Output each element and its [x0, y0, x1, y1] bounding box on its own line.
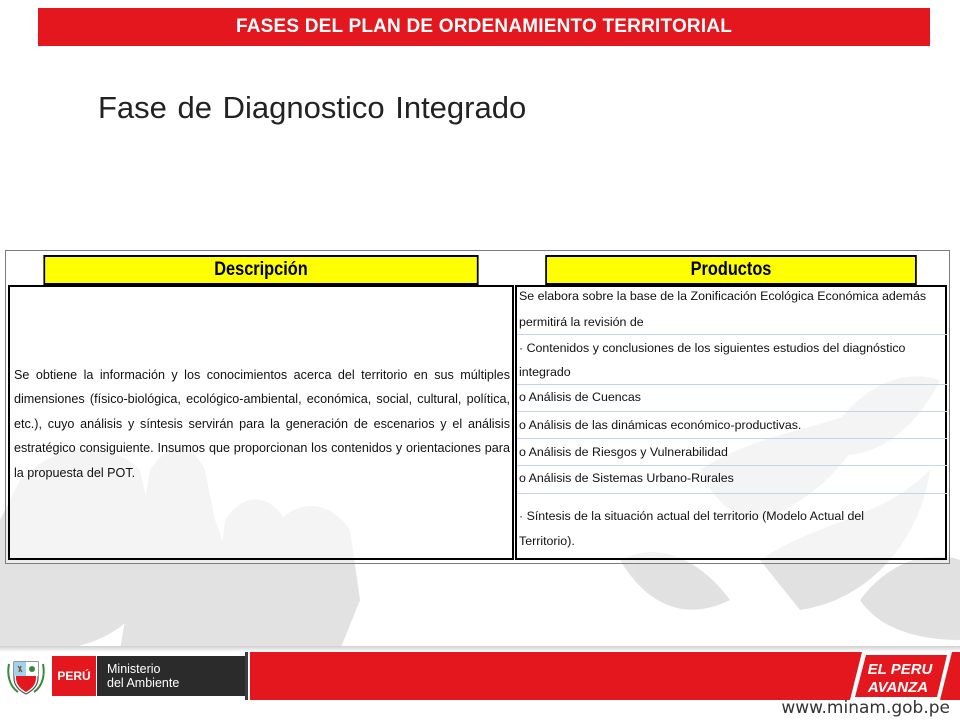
row-divider	[517, 334, 947, 335]
description-cell	[8, 285, 514, 560]
ministry-name-line2: del Ambiente	[107, 676, 180, 690]
column-header-products	[545, 255, 917, 285]
product-line: o Análisis de las dinámicas económico-productivas.	[519, 418, 802, 432]
website-url: www.minam.gob.pe	[781, 698, 950, 718]
product-line: o Análisis de Riesgos y Vulnerabilidad	[519, 445, 728, 459]
product-line: integrado	[519, 365, 571, 379]
section-header-banner	[38, 8, 930, 46]
product-line: Territorio).	[519, 534, 575, 548]
product-line: permitirá la revisión de	[519, 315, 644, 329]
row-divider	[517, 465, 947, 466]
product-line: o Análisis de Sistemas Urbano-Rurales	[519, 471, 734, 485]
peru-brand-label	[52, 656, 96, 696]
row-divider	[517, 438, 947, 439]
product-line: · Contenidos y conclusiones de los siguientes estudios del diagnóstico	[519, 341, 906, 355]
slide-title: Fase de Diagnostico Integrado	[98, 90, 527, 125]
row-divider	[517, 411, 947, 412]
column-header-products-label: Productos	[690, 259, 772, 280]
row-divider	[517, 384, 947, 385]
row-divider	[517, 493, 947, 494]
column-header-description-label: Descripción	[214, 259, 308, 280]
phase-table	[5, 250, 950, 564]
product-line: Se elabora sobre la base de la Zonificación Ecológica Económica además	[519, 289, 927, 303]
badge-line-2: AVANZA	[867, 679, 929, 696]
peru-brand-text: PERÚ	[57, 669, 91, 683]
badge-line-1: EL PERU	[867, 661, 933, 678]
el-peru-avanza-badge	[848, 650, 952, 702]
product-line: · Síntesis de la situación actual del territorio (Modelo Actual del	[519, 509, 865, 523]
description-text: Se obtiene la información y los conocimientos acerca del territorio en sus múltiples dimensiones (físico-biológica, ecológico-ambiental, económica, social, cultural, política, etc.), cuyo análisis y síntesis servirán para la generación de escenarios y el análisis estratégico consiguiente. Insumos que proporcionan los contenidos y orientaciones para la propuesta del POT.	[14, 368, 510, 480]
product-line: o Análisis de Cuencas	[519, 390, 641, 404]
peru-coat-of-arms-icon	[6, 656, 46, 696]
products-cell	[515, 285, 947, 560]
column-header-description	[43, 255, 478, 285]
section-header-title: FASES DEL PLAN DE ORDENAMIENTO TERRITORIAL	[235, 16, 733, 37]
ministry-name-line1: Ministerio	[107, 662, 161, 676]
ministry-logo	[97, 656, 245, 696]
